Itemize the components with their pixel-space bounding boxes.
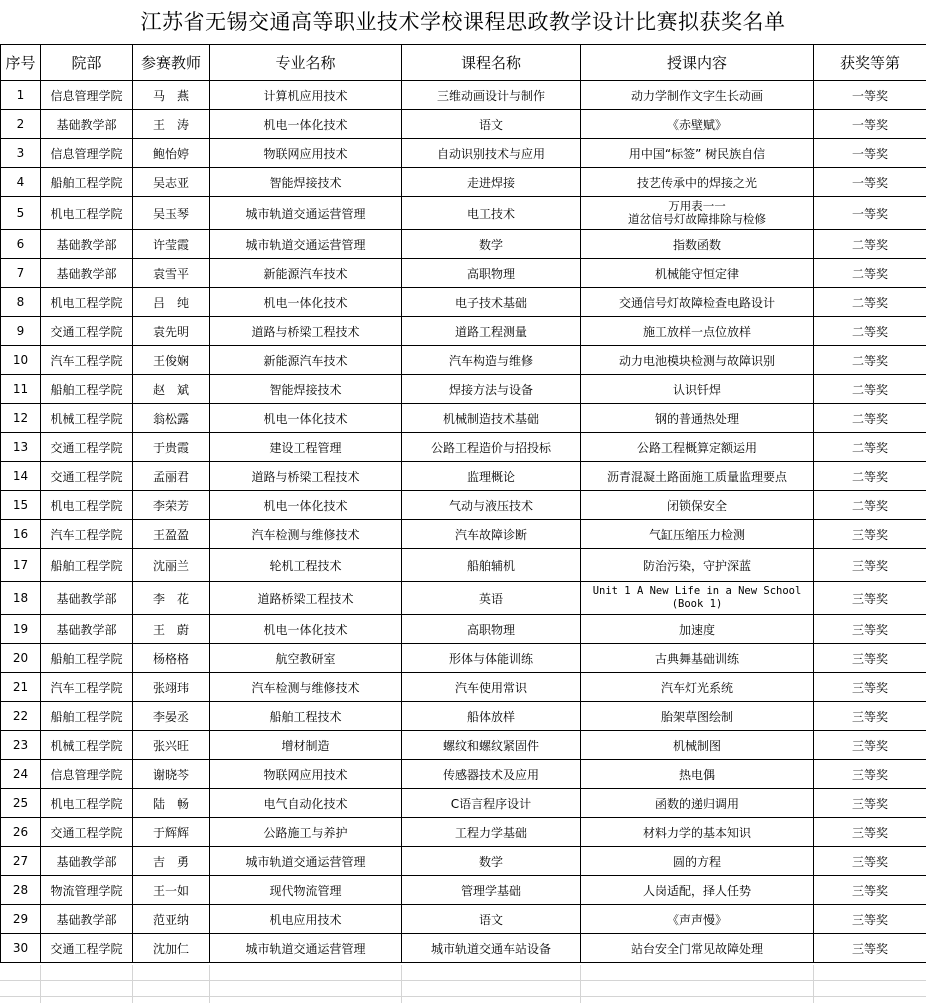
- cell-teacher: 王 涛: [133, 110, 210, 139]
- cell-course: 高职物理: [402, 259, 581, 288]
- cell-content: 胎架草图绘制: [581, 702, 814, 731]
- cell-content: 机械能守恒定律: [581, 259, 814, 288]
- cell-teacher: 王俊娴: [133, 346, 210, 375]
- cell-teacher: 鲍怡婷: [133, 139, 210, 168]
- cell-content: 材料力学的基本知识: [581, 818, 814, 847]
- cell-department: 交通工程学院: [41, 462, 133, 491]
- cell-major: 智能焊接技术: [210, 375, 402, 404]
- cell-index: 4: [1, 168, 41, 197]
- cell-department: 交通工程学院: [41, 433, 133, 462]
- cell-content: 沥青混凝土路面施工质量监理要点: [581, 462, 814, 491]
- cell-award: 三等奖: [814, 644, 926, 673]
- cell-major: 汽车检测与维修技术: [210, 520, 402, 549]
- cell-teacher: 杨格格: [133, 644, 210, 673]
- table-row: [1, 847, 926, 876]
- cell-award: 一等奖: [814, 168, 926, 197]
- cell-index: 30: [1, 934, 41, 963]
- cell-department: 交通工程学院: [41, 934, 133, 963]
- cell-teacher: 范亚纳: [133, 905, 210, 934]
- table-row: [1, 375, 926, 404]
- cell-index: 14: [1, 462, 41, 491]
- cell-content: 机械制图: [581, 731, 814, 760]
- cell-index: 13: [1, 433, 41, 462]
- cell-course: 道路工程测量: [402, 317, 581, 346]
- cell-department: 机电工程学院: [41, 491, 133, 520]
- cell-content: 函数的递归调用: [581, 789, 814, 818]
- cell-teacher: 王一如: [133, 876, 210, 905]
- empty-grid-line: [40, 965, 41, 1003]
- cell-major: 城市轨道交通运营管理: [210, 847, 402, 876]
- cell-teacher: 马 燕: [133, 81, 210, 110]
- cell-content: 《声声慢》: [581, 905, 814, 934]
- table-row: [1, 346, 926, 375]
- cell-department: 信息管理学院: [41, 139, 133, 168]
- table-row: [1, 317, 926, 346]
- empty-grid-line: [813, 965, 814, 1003]
- cell-award: 二等奖: [814, 462, 926, 491]
- cell-award: 三等奖: [814, 876, 926, 905]
- cell-content: 站台安全门常见故障处理: [581, 934, 814, 963]
- table-row: [1, 81, 926, 110]
- cell-major: 汽车检测与维修技术: [210, 673, 402, 702]
- cell-course: 汽车使用常识: [402, 673, 581, 702]
- cell-department: 船舶工程学院: [41, 549, 133, 582]
- cell-course: 形体与体能训练: [402, 644, 581, 673]
- cell-course: 数学: [402, 847, 581, 876]
- cell-teacher: 沈加仁: [133, 934, 210, 963]
- table-row: [1, 789, 926, 818]
- empty-grid-line: [0, 996, 926, 997]
- cell-teacher: 吕 纯: [133, 288, 210, 317]
- cell-teacher: 李荣芳: [133, 491, 210, 520]
- col-header-department: 院部: [41, 45, 133, 81]
- cell-content: Unit 1 A New Life in a New School (Book 1): [581, 582, 814, 615]
- cell-award: 三等奖: [814, 549, 926, 582]
- cell-content: 古典舞基础训练: [581, 644, 814, 673]
- table-row: [1, 197, 926, 230]
- cell-content: 技艺传承中的焊接之光: [581, 168, 814, 197]
- cell-major: 现代物流管理: [210, 876, 402, 905]
- cell-content: 交通信号灯故障检查电路设计: [581, 288, 814, 317]
- cell-course: 监理概论: [402, 462, 581, 491]
- cell-award: 三等奖: [814, 520, 926, 549]
- cell-course: 船舶辅机: [402, 549, 581, 582]
- cell-index: 3: [1, 139, 41, 168]
- cell-teacher: 王 蔚: [133, 615, 210, 644]
- cell-department: 基础教学部: [41, 847, 133, 876]
- cell-index: 12: [1, 404, 41, 433]
- table-row: [1, 818, 926, 847]
- table-row: [1, 110, 926, 139]
- cell-course: C语言程序设计: [402, 789, 581, 818]
- cell-course: 工程力学基础: [402, 818, 581, 847]
- cell-teacher: 翁松露: [133, 404, 210, 433]
- cell-content: 施工放样一点位放样: [581, 317, 814, 346]
- award-table: [0, 44, 926, 963]
- cell-major: 新能源汽车技术: [210, 346, 402, 375]
- cell-content: 气缸压缩压力检测: [581, 520, 814, 549]
- cell-department: 基础教学部: [41, 615, 133, 644]
- cell-course: 语文: [402, 905, 581, 934]
- cell-index: 8: [1, 288, 41, 317]
- cell-department: 船舶工程学院: [41, 168, 133, 197]
- cell-award: 二等奖: [814, 491, 926, 520]
- cell-department: 机械工程学院: [41, 731, 133, 760]
- cell-department: 信息管理学院: [41, 81, 133, 110]
- cell-department: 船舶工程学院: [41, 375, 133, 404]
- table-row: [1, 462, 926, 491]
- table-row: [1, 615, 926, 644]
- cell-department: 基础教学部: [41, 905, 133, 934]
- cell-award: 一等奖: [814, 81, 926, 110]
- cell-teacher: 吴志亚: [133, 168, 210, 197]
- cell-department: 基础教学部: [41, 110, 133, 139]
- cell-department: 基础教学部: [41, 259, 133, 288]
- cell-award: 二等奖: [814, 346, 926, 375]
- cell-index: 29: [1, 905, 41, 934]
- cell-index: 20: [1, 644, 41, 673]
- cell-course: 焊接方法与设备: [402, 375, 581, 404]
- cell-major: 航空教研室: [210, 644, 402, 673]
- cell-teacher: 袁先明: [133, 317, 210, 346]
- cell-content: 指数函数: [581, 230, 814, 259]
- cell-major: 建设工程管理: [210, 433, 402, 462]
- cell-course: 公路工程造价与招投标: [402, 433, 581, 462]
- cell-index: 21: [1, 673, 41, 702]
- cell-award: 三等奖: [814, 615, 926, 644]
- table-row: [1, 876, 926, 905]
- cell-award: 三等奖: [814, 789, 926, 818]
- cell-award: 三等奖: [814, 731, 926, 760]
- cell-award: 一等奖: [814, 110, 926, 139]
- cell-major: 机电一体化技术: [210, 288, 402, 317]
- cell-course: 语文: [402, 110, 581, 139]
- cell-award: 二等奖: [814, 404, 926, 433]
- cell-teacher: 于贵霞: [133, 433, 210, 462]
- table-row: [1, 702, 926, 731]
- cell-content: 用中国“标签” 树民族自信: [581, 139, 814, 168]
- cell-major: 物联网应用技术: [210, 760, 402, 789]
- cell-award: 一等奖: [814, 139, 926, 168]
- page-title: 江苏省无锡交通高等职业技术学校课程思政教学设计比赛拟获奖名单: [140, 10, 786, 34]
- cell-major: 机电一体化技术: [210, 110, 402, 139]
- cell-department: 汽车工程学院: [41, 673, 133, 702]
- cell-major: 计算机应用技术: [210, 81, 402, 110]
- cell-award: 二等奖: [814, 230, 926, 259]
- table-row: [1, 433, 926, 462]
- cell-teacher: 赵 斌: [133, 375, 210, 404]
- empty-grid-line: [401, 965, 402, 1003]
- cell-award: 二等奖: [814, 375, 926, 404]
- table-row: [1, 168, 926, 197]
- cell-department: 船舶工程学院: [41, 702, 133, 731]
- cell-major: 城市轨道交通运营管理: [210, 230, 402, 259]
- cell-course: 高职物理: [402, 615, 581, 644]
- cell-index: 22: [1, 702, 41, 731]
- cell-course: 传感器技术及应用: [402, 760, 581, 789]
- cell-course: 气动与液压技术: [402, 491, 581, 520]
- cell-department: 交通工程学院: [41, 317, 133, 346]
- table-body: [1, 81, 926, 963]
- cell-major: 道路与桥梁工程技术: [210, 317, 402, 346]
- cell-index: 25: [1, 789, 41, 818]
- cell-course: 三维动画设计与制作: [402, 81, 581, 110]
- table-row: [1, 934, 926, 963]
- cell-teacher: 李晏丞: [133, 702, 210, 731]
- cell-award: 二等奖: [814, 259, 926, 288]
- cell-award: 三等奖: [814, 905, 926, 934]
- cell-index: 10: [1, 346, 41, 375]
- empty-grid-line: [132, 965, 133, 1003]
- cell-index: 18: [1, 582, 41, 615]
- cell-course: 船体放样: [402, 702, 581, 731]
- cell-content: 认识钎焊: [581, 375, 814, 404]
- cell-index: 1: [1, 81, 41, 110]
- cell-course: 机械制造技术基础: [402, 404, 581, 433]
- cell-award: 二等奖: [814, 288, 926, 317]
- cell-course: 城市轨道交通车站设备: [402, 934, 581, 963]
- cell-course: 螺纹和螺纹紧固件: [402, 731, 581, 760]
- cell-course: 电工技术: [402, 197, 581, 230]
- cell-index: 16: [1, 520, 41, 549]
- cell-index: 11: [1, 375, 41, 404]
- table-row: [1, 288, 926, 317]
- cell-major: 道路与桥梁工程技术: [210, 462, 402, 491]
- cell-award: 二等奖: [814, 433, 926, 462]
- cell-course: 自动识别技术与应用: [402, 139, 581, 168]
- header-row: [1, 45, 926, 81]
- cell-teacher: 许莹霞: [133, 230, 210, 259]
- cell-teacher: 张兴旺: [133, 731, 210, 760]
- cell-content: 汽车灯光系统: [581, 673, 814, 702]
- cell-major: 增材制造: [210, 731, 402, 760]
- cell-department: 机械工程学院: [41, 404, 133, 433]
- table-row: [1, 491, 926, 520]
- cell-course: 英语: [402, 582, 581, 615]
- cell-index: 23: [1, 731, 41, 760]
- cell-index: 5: [1, 197, 41, 230]
- cell-major: 新能源汽车技术: [210, 259, 402, 288]
- cell-department: 信息管理学院: [41, 760, 133, 789]
- cell-content: 万用表一一 道岔信号灯故障排除与检修: [581, 197, 814, 230]
- cell-content: 防治污染，守护深蓝: [581, 549, 814, 582]
- empty-grid-line: [0, 980, 926, 981]
- cell-index: 28: [1, 876, 41, 905]
- col-header-major: 专业名称: [210, 45, 402, 81]
- table-row: [1, 760, 926, 789]
- cell-award: 三等奖: [814, 934, 926, 963]
- cell-department: 交通工程学院: [41, 818, 133, 847]
- cell-teacher: 沈丽兰: [133, 549, 210, 582]
- cell-content: 动力电池模块检测与故障识别: [581, 346, 814, 375]
- table-row: [1, 404, 926, 433]
- cell-index: 24: [1, 760, 41, 789]
- cell-course: 走进焊接: [402, 168, 581, 197]
- cell-index: 26: [1, 818, 41, 847]
- empty-grid-line: [580, 965, 581, 1003]
- cell-teacher: 张翊玮: [133, 673, 210, 702]
- cell-course: 管理学基础: [402, 876, 581, 905]
- cell-index: 9: [1, 317, 41, 346]
- col-header-index: 序号: [1, 45, 41, 81]
- cell-index: 2: [1, 110, 41, 139]
- cell-award: 一等奖: [814, 197, 926, 230]
- cell-major: 物联网应用技术: [210, 139, 402, 168]
- cell-teacher: 陆 畅: [133, 789, 210, 818]
- col-header-course: 课程名称: [402, 45, 581, 81]
- cell-department: 机电工程学院: [41, 789, 133, 818]
- cell-major: 智能焊接技术: [210, 168, 402, 197]
- empty-grid-line: [209, 965, 210, 1003]
- cell-index: 19: [1, 615, 41, 644]
- cell-index: 6: [1, 230, 41, 259]
- cell-index: 27: [1, 847, 41, 876]
- table-row: [1, 582, 926, 615]
- cell-teacher: 孟丽君: [133, 462, 210, 491]
- cell-content: 热电偶: [581, 760, 814, 789]
- cell-content: 加速度: [581, 615, 814, 644]
- cell-index: 17: [1, 549, 41, 582]
- cell-award: 三等奖: [814, 673, 926, 702]
- cell-award: 三等奖: [814, 818, 926, 847]
- cell-department: 基础教学部: [41, 230, 133, 259]
- cell-index: 7: [1, 259, 41, 288]
- cell-major: 城市轨道交通运营管理: [210, 197, 402, 230]
- cell-content: 公路工程概算定额运用: [581, 433, 814, 462]
- cell-teacher: 谢晓芩: [133, 760, 210, 789]
- table-row: [1, 230, 926, 259]
- cell-course: 汽车构造与维修: [402, 346, 581, 375]
- cell-department: 基础教学部: [41, 582, 133, 615]
- cell-major: 电气自动化技术: [210, 789, 402, 818]
- cell-major: 轮机工程技术: [210, 549, 402, 582]
- cell-major: 道路桥梁工程技术: [210, 582, 402, 615]
- cell-index: 15: [1, 491, 41, 520]
- cell-award: 三等奖: [814, 582, 926, 615]
- cell-department: 汽车工程学院: [41, 520, 133, 549]
- cell-department: 船舶工程学院: [41, 644, 133, 673]
- cell-teacher: 吉 勇: [133, 847, 210, 876]
- cell-course: 汽车故障诊断: [402, 520, 581, 549]
- table-row: [1, 520, 926, 549]
- table-row: [1, 673, 926, 702]
- cell-major: 机电一体化技术: [210, 404, 402, 433]
- cell-course: 数学: [402, 230, 581, 259]
- cell-course: 电子技术基础: [402, 288, 581, 317]
- cell-teacher: 吴玉琴: [133, 197, 210, 230]
- table-row: [1, 905, 926, 934]
- cell-teacher: 李 花: [133, 582, 210, 615]
- col-header-teacher: 参赛教师: [133, 45, 210, 81]
- col-header-award: 获奖等第: [814, 45, 926, 81]
- cell-content: 人岗适配，择人任势: [581, 876, 814, 905]
- cell-content: 圆的方程: [581, 847, 814, 876]
- cell-award: 二等奖: [814, 317, 926, 346]
- cell-department: 机电工程学院: [41, 288, 133, 317]
- cell-department: 机电工程学院: [41, 197, 133, 230]
- cell-content: 闭锁保安全: [581, 491, 814, 520]
- table-row: [1, 549, 926, 582]
- cell-award: 三等奖: [814, 702, 926, 731]
- table-row: [1, 731, 926, 760]
- table-row: [1, 259, 926, 288]
- table-row: [1, 644, 926, 673]
- cell-major: 船舶工程技术: [210, 702, 402, 731]
- cell-major: 公路施工与养护: [210, 818, 402, 847]
- cell-teacher: 袁雪平: [133, 259, 210, 288]
- col-header-content: 授课内容: [581, 45, 814, 81]
- cell-content: 《赤壁赋》: [581, 110, 814, 139]
- cell-content: 动力学制作文字生长动画: [581, 81, 814, 110]
- cell-content: 钢的普通热处理: [581, 404, 814, 433]
- cell-major: 机电一体化技术: [210, 615, 402, 644]
- cell-major: 城市轨道交通运营管理: [210, 934, 402, 963]
- cell-department: 汽车工程学院: [41, 346, 133, 375]
- cell-department: 物流管理学院: [41, 876, 133, 905]
- cell-major: 机电应用技术: [210, 905, 402, 934]
- cell-teacher: 王盈盈: [133, 520, 210, 549]
- cell-award: 三等奖: [814, 760, 926, 789]
- cell-major: 机电一体化技术: [210, 491, 402, 520]
- cell-award: 三等奖: [814, 847, 926, 876]
- table-row: [1, 139, 926, 168]
- cell-teacher: 于辉辉: [133, 818, 210, 847]
